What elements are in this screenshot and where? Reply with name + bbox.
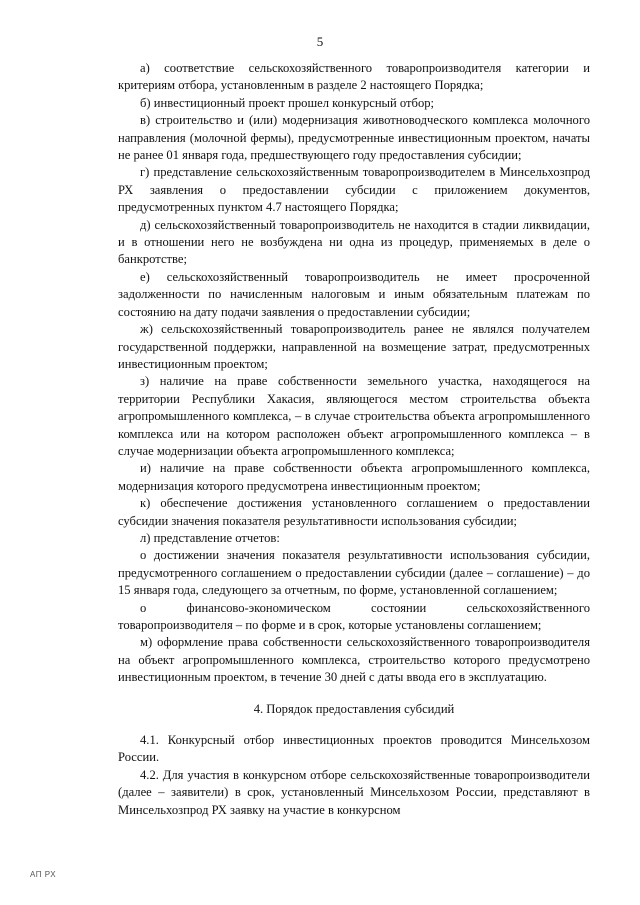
list-item-a: а) соответствие сельскохозяйственного товаропроизводителя категории и критериям отбора, установленным в разделе 2 настоящего Порядка; — [118, 61, 590, 93]
list-item-l: л) представление отчетов: — [140, 530, 280, 545]
list-item-z: з) наличие на праве собственности земельного участка, находящегося на территории Республики Хакасия, являющегося местом строительства объекта агропромышленного комплекса, – в случае строительства объекта агропромышленного комплекса или на котором расположен объект агропромышленного комплекса – в случае модернизации объекта агропромышленного комплекса; — [118, 374, 590, 458]
list-item-b: б) инвестиционный проект прошел конкурсный отбор; — [140, 95, 435, 110]
section-heading: 4. Порядок предоставления субсидий — [253, 701, 455, 716]
list-subitem-financial-report: о финансово-экономическом состоянии сельскохозяйственного товаропроизводителя – по форме и в срок, которые установлены соглашением; — [118, 600, 590, 632]
list-subitem-result-report: о достижении значения показателя результативности использования субсидии, предусмотренного соглашением о предоставлении субсидии (далее – соглашение) – до 15 января года, следующего за отчетным, по форме, установленной соглашением; — [118, 548, 590, 598]
list-item-e: е) сельскохозяйственный товаропроизводитель не имеет просроченной задолженности по начисленным налоговым и иным обязательным платежам по состоянию на дату подачи заявления о предоставлении субсидии; — [118, 269, 590, 319]
section-paragraph-4-2: 4.2. Для участия в конкурсном отборе сельскохозяйственные товаропроизводители (далее – заявители) в срок, установленный Минсельхозом России, представляют в Минсельхозпрод РХ заявку на участие в конкурсном — [118, 767, 590, 817]
list-item-k: к) обеспечение достижения установленного соглашением о предоставлении субсидии значения показателя результативности использования субсидии; — [118, 496, 590, 528]
list-item-i: и) наличие на праве собственности объекта агропромышленного комплекса, модернизация которого предусмотрена инвестиционным проектом; — [118, 461, 590, 493]
footer-mark: АП РХ — [30, 870, 57, 879]
list-item-m: м) оформление права собственности сельскохозяйственного товаропроизводителя на объект агропромышленного комплекса, строительство которого предусмотрено инвестиционным проектом, в течение 30 дней с даты ввода его в эксплуатацию. — [118, 635, 590, 685]
list-item-d: д) сельскохозяйственный товаропроизводитель не находится в стадии ликвидации, и в отношении него не возбуждена ни одна из процедур, применяемых в деле о банкротстве; — [118, 217, 590, 267]
list-item-g: г) представление сельскохозяйственным товаропроизводителем в Минсельхозпрод РХ заявления о предоставлении субсидии с приложением документов, предусмотренных пунктом 4.7 настоящего Порядка; — [118, 165, 590, 215]
list-item-v: в) строительство и (или) модернизация животноводческого комплекса молочного направления (молочной фермы), предусмотренные инвестиционным проектом, начаты не ранее 01 января года, предшествующего году предоставления субсидии; — [118, 113, 590, 163]
page-number: 5 — [316, 34, 324, 49]
document-body — [118, 60, 590, 819]
list-item-zh: ж) сельскохозяйственный товаропроизводитель ранее не являлся получателем государственной поддержки, направленной на возмещение затрат, предусмотренных инвестиционным проектом; — [118, 322, 590, 371]
section-paragraph-4-1: 4.1. Конкурсный отбор инвестиционных проектов проводится Минсельхозом России. — [118, 733, 590, 765]
